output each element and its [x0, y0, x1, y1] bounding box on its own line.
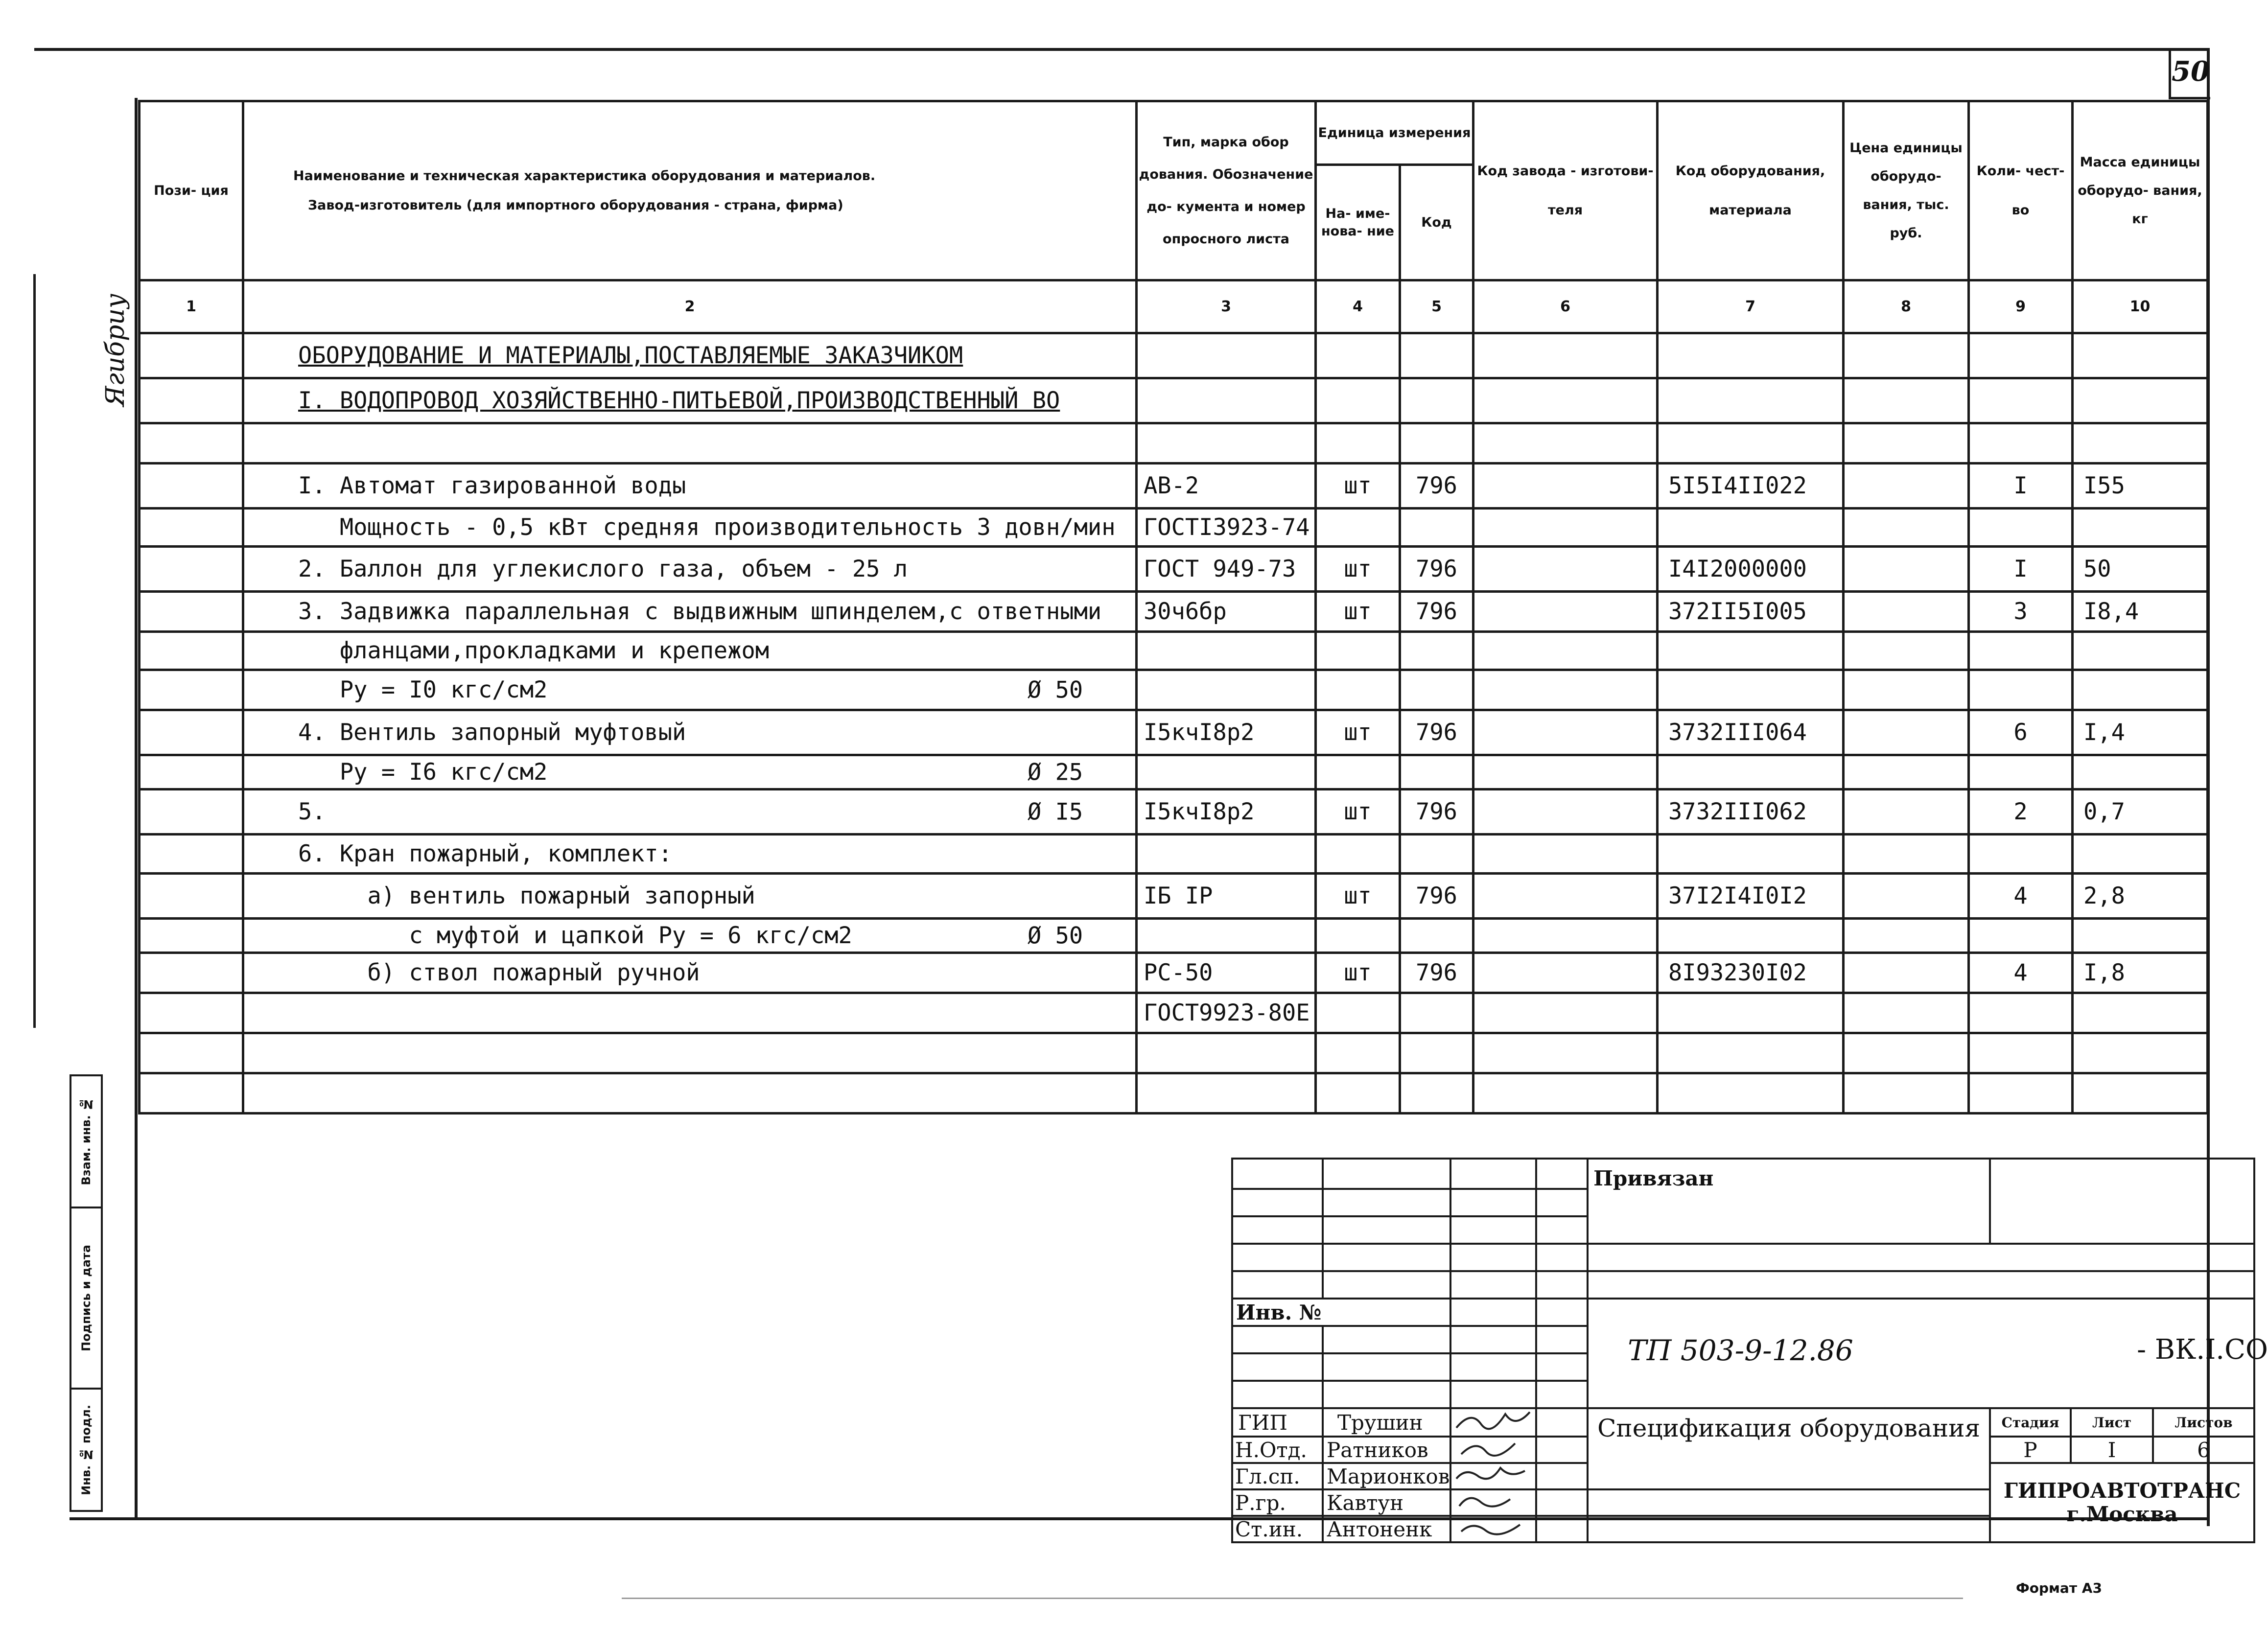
bottom-dash: [622, 1598, 1963, 1599]
equipment-code-cell: 372II5I005: [1658, 592, 1844, 632]
position-cell: [140, 632, 243, 670]
signer-name: Антоненк: [1323, 1516, 1450, 1542]
stage-value: Р: [1990, 1437, 2071, 1463]
equipment-code-cell: [1658, 835, 1844, 874]
document-title: Спецификация оборудования: [1588, 1408, 1990, 1489]
header-type: Тип, марка обор дования. Обозначение до- кумента и номер опросного листа: [1137, 101, 1316, 280]
signer-name: Кавтун: [1323, 1489, 1450, 1516]
equipment-code-cell: [1658, 423, 1844, 464]
type-cell: I5кчI8р2: [1137, 789, 1316, 835]
mass-cell: [2073, 509, 2208, 547]
col-number: 3: [1137, 280, 1316, 333]
spec-row: [140, 333, 2208, 378]
name-cell: [243, 993, 1137, 1033]
position-cell: [140, 1073, 243, 1114]
type-cell: [1137, 632, 1316, 670]
price-cell: [1844, 1073, 1969, 1114]
sheet-value: I: [2071, 1437, 2153, 1463]
quantity-cell: [1969, 378, 2073, 423]
name-cell: I. Автомат газированной воды: [243, 464, 1137, 509]
factory-code-cell: [1473, 993, 1658, 1033]
quantity-cell: [1969, 670, 2073, 710]
col-number: 10: [2073, 280, 2208, 333]
factory-code-cell: [1473, 464, 1658, 509]
unit-code-cell: [1400, 1073, 1473, 1114]
equipment-code-cell: [1658, 993, 1844, 1033]
signature-mark: [1450, 1408, 1536, 1437]
inv-no-label: Инв. №: [1232, 1299, 1450, 1326]
position-cell: [140, 874, 243, 919]
factory-code-cell: [1473, 378, 1658, 423]
signer-role: Гл.сп.: [1232, 1463, 1323, 1489]
doc-code: ТП 503-9-12.86: [1628, 1334, 1853, 1367]
factory-code-cell: [1473, 670, 1658, 710]
mass-cell: [2073, 333, 2208, 378]
type-cell: РС-50: [1137, 953, 1316, 993]
equipment-code-cell: 37I2I4I0I2: [1658, 874, 1844, 919]
position-cell: [140, 835, 243, 874]
type-cell: I5кчI8р2: [1137, 710, 1316, 755]
unit-cell: [1316, 919, 1400, 953]
name-cell: Мощность - 0,5 кВт средняя производительность 3 довн/мин: [243, 509, 1137, 547]
factory-code-cell: [1473, 509, 1658, 547]
equipment-code-cell: 5I5I4II022: [1658, 464, 1844, 509]
unit-code-cell: [1400, 835, 1473, 874]
name-cell: Ру = I6 кгс/см2 Ø 25: [243, 755, 1137, 789]
column-number-row: [140, 280, 2208, 333]
type-cell: АВ-2: [1137, 464, 1316, 509]
mass-cell: I,8: [2073, 953, 2208, 993]
quantity-cell: [1969, 509, 2073, 547]
position-cell: [140, 953, 243, 993]
spec-row: [140, 919, 2208, 953]
unit-code-cell: [1400, 755, 1473, 789]
mass-cell: [2073, 993, 2208, 1033]
spec-row: [140, 993, 2208, 1033]
type-cell: [1137, 670, 1316, 710]
position-cell: [140, 1033, 243, 1073]
factory-code-cell: [1473, 592, 1658, 632]
equipment-code-cell: [1658, 1033, 1844, 1073]
quantity-cell: 2: [1969, 789, 2073, 835]
price-cell: [1844, 874, 1969, 919]
name-cell: фланцами,прокладками и крепежом: [243, 632, 1137, 670]
position-cell: [140, 547, 243, 592]
header-equipment-code: Код оборудования, материала: [1658, 101, 1844, 280]
mass-cell: [2073, 1073, 2208, 1114]
quantity-cell: 4: [1969, 874, 2073, 919]
diameter-label: Ø 50: [1028, 922, 1083, 949]
mass-cell: 2,8: [2073, 874, 2208, 919]
equipment-code-cell: I4I2000000: [1658, 547, 1844, 592]
unit-cell: [1316, 378, 1400, 423]
signature-mark: [1450, 1437, 1536, 1463]
header-unit-name: На- име- нова- ние: [1316, 165, 1400, 280]
quantity-cell: 6: [1969, 710, 2073, 755]
quantity-cell: 3: [1969, 592, 2073, 632]
doc-suffix: - ВК.I.СО: [2137, 1334, 2268, 1366]
header-price: Цена единицы оборудо- вания, тыс. руб.: [1844, 101, 1969, 280]
factory-code-cell: [1473, 874, 1658, 919]
price-cell: [1844, 789, 1969, 835]
mass-cell: [2073, 378, 2208, 423]
side-signature: Ягибриу: [101, 294, 130, 407]
spec-table: [138, 100, 2209, 1114]
price-cell: [1844, 423, 1969, 464]
equipment-code-cell: [1658, 632, 1844, 670]
unit-cell: [1316, 632, 1400, 670]
quantity-cell: [1969, 993, 2073, 1033]
name-cell: б) ствол пожарный ручной: [243, 953, 1137, 993]
mass-cell: I55: [2073, 464, 2208, 509]
price-cell: [1844, 378, 1969, 423]
header-mass: Масса единицы оборудо- вания, кг: [2073, 101, 2208, 280]
name-cell: 2. Баллон для углекислого газа, объем - 25 л: [243, 547, 1137, 592]
unit-cell: [1316, 835, 1400, 874]
signer-role: ГИП: [1232, 1408, 1323, 1437]
header-name: Наименование и техническая характеристика оборудования и материалов. Завод-изготовитель (для импортного оборудования - страна, фирма): [243, 101, 1137, 280]
spec-row: [140, 835, 2208, 874]
unit-cell: шт: [1316, 953, 1400, 993]
side-labels: [70, 1074, 103, 1512]
price-cell: [1844, 710, 1969, 755]
type-cell: [1137, 1073, 1316, 1114]
name-cell: ОБОРУДОВАНИЕ И МАТЕРИАЛЫ,ПОСТАВЛЯЕМЫЕ ЗАКАЗЧИКОМ: [243, 333, 1137, 378]
name-cell: с муфтой и цапкой Ру = 6 кгс/см2 Ø 50: [243, 919, 1137, 953]
col-number: 1: [140, 280, 243, 333]
quantity-cell: [1969, 755, 2073, 789]
type-cell: [1137, 835, 1316, 874]
price-cell: [1844, 547, 1969, 592]
signer-name: Ратников: [1323, 1437, 1450, 1463]
col-number: 6: [1473, 280, 1658, 333]
factory-code-cell: [1473, 789, 1658, 835]
signature-mark: [1450, 1516, 1536, 1542]
sheets-value: 6: [2153, 1437, 2254, 1463]
quantity-cell: [1969, 333, 2073, 378]
mass-cell: [2073, 755, 2208, 789]
price-cell: [1844, 1033, 1969, 1073]
unit-cell: [1316, 1073, 1400, 1114]
unit-code-cell: [1400, 1033, 1473, 1073]
factory-code-cell: [1473, 710, 1658, 755]
unit-code-cell: 796: [1400, 592, 1473, 632]
mass-cell: 0,7: [2073, 789, 2208, 835]
equipment-code-cell: [1658, 378, 1844, 423]
mass-cell: 50: [2073, 547, 2208, 592]
name-cell: [243, 423, 1137, 464]
unit-code-cell: 796: [1400, 789, 1473, 835]
position-cell: [140, 670, 243, 710]
type-cell: ГОСТI3923-74: [1137, 509, 1316, 547]
unit-cell: [1316, 755, 1400, 789]
quantity-cell: [1969, 632, 2073, 670]
spec-row: [140, 710, 2208, 755]
spec-row: [140, 874, 2208, 919]
quantity-cell: I: [1969, 464, 2073, 509]
header-position: Пози- ция: [140, 101, 243, 280]
price-cell: [1844, 509, 1969, 547]
col-number: 8: [1844, 280, 1969, 333]
signer-role: Р.гр.: [1232, 1489, 1323, 1516]
unit-cell: шт: [1316, 710, 1400, 755]
sheets-label: Листов: [2153, 1408, 2254, 1437]
price-cell: [1844, 592, 1969, 632]
equipment-code-cell: 8I93230I02: [1658, 953, 1844, 993]
type-cell: 30ч6бр: [1137, 592, 1316, 632]
spec-row: [140, 953, 2208, 993]
position-cell: [140, 789, 243, 835]
position-cell: [140, 592, 243, 632]
header-unit-code: Код: [1400, 165, 1473, 280]
mass-cell: [2073, 670, 2208, 710]
spec-row: [140, 423, 2208, 464]
unit-code-cell: [1400, 632, 1473, 670]
spec-row: [140, 1073, 2208, 1114]
doc-code-cell: [1588, 1299, 2268, 1408]
factory-code-cell: [1473, 953, 1658, 993]
factory-code-cell: [1473, 547, 1658, 592]
unit-cell: шт: [1316, 547, 1400, 592]
signer-name: Трушин: [1323, 1408, 1450, 1437]
frame-top: [34, 48, 2208, 51]
signature-mark: [1450, 1463, 1536, 1489]
unit-cell: [1316, 993, 1400, 1033]
factory-code-cell: [1473, 333, 1658, 378]
frame-left: [135, 98, 138, 1520]
sheet-label: Лист: [2071, 1408, 2153, 1437]
unit-cell: [1316, 1033, 1400, 1073]
price-cell: [1844, 919, 1969, 953]
price-cell: [1844, 670, 1969, 710]
unit-code-cell: 796: [1400, 710, 1473, 755]
col-number: 5: [1400, 280, 1473, 333]
col-number: 2: [243, 280, 1137, 333]
type-cell: [1137, 378, 1316, 423]
mass-cell: [2073, 632, 2208, 670]
name-cell: 6. Кран пожарный, комплект:: [243, 835, 1137, 874]
price-cell: [1844, 993, 1969, 1033]
type-cell: ГОСТ 949-73: [1137, 547, 1316, 592]
unit-cell: шт: [1316, 789, 1400, 835]
unit-cell: шт: [1316, 592, 1400, 632]
name-cell: 5. Ø I5: [243, 789, 1137, 835]
spec-row: [140, 592, 2208, 632]
quantity-cell: [1969, 919, 2073, 953]
unit-code-cell: 796: [1400, 464, 1473, 509]
side-label: Подпись и дата: [79, 1245, 93, 1351]
equipment-code-cell: 3732III064: [1658, 710, 1844, 755]
name-cell: 3. Задвижка параллельная с выдвижным шпинделем,с ответными: [243, 592, 1137, 632]
position-cell: [140, 919, 243, 953]
factory-code-cell: [1473, 919, 1658, 953]
factory-code-cell: [1473, 1073, 1658, 1114]
signer-name: Марионков: [1323, 1463, 1450, 1489]
position-cell: [140, 755, 243, 789]
signer-role: Н.Отд.: [1232, 1437, 1323, 1463]
sheet-number-box: [2169, 48, 2210, 99]
spec-row: [140, 378, 2208, 423]
spec-row: [140, 547, 2208, 592]
unit-cell: шт: [1316, 464, 1400, 509]
quantity-cell: [1969, 1033, 2073, 1073]
unit-cell: [1316, 333, 1400, 378]
unit-code-cell: [1400, 378, 1473, 423]
header-unit-group: Единица измерения: [1316, 101, 1473, 165]
mass-cell: [2073, 919, 2208, 953]
spec-row: [140, 1033, 2208, 1073]
factory-code-cell: [1473, 1033, 1658, 1073]
mass-cell: I,4: [2073, 710, 2208, 755]
name-cell: 4. Вентиль запорный муфтовый: [243, 710, 1137, 755]
quantity-cell: [1969, 1073, 2073, 1114]
price-cell: [1844, 464, 1969, 509]
header-quantity: Коли- чест- во: [1969, 101, 2073, 280]
type-cell: [1137, 755, 1316, 789]
spec-row: [140, 670, 2208, 710]
spec-row: [140, 632, 2208, 670]
organization: ГИПРОАВТОТРАНС г.Москва: [1990, 1463, 2254, 1542]
quantity-cell: [1969, 423, 2073, 464]
position-cell: [140, 993, 243, 1033]
unit-code-cell: 796: [1400, 874, 1473, 919]
unit-code-cell: 796: [1400, 547, 1473, 592]
sheet-number: 50: [2172, 55, 2210, 88]
spec-row: [140, 755, 2208, 789]
price-cell: [1844, 835, 1969, 874]
type-cell: IБ IР: [1137, 874, 1316, 919]
col-number: 9: [1969, 280, 2073, 333]
spec-row: [140, 509, 2208, 547]
name-cell: а) вентиль пожарный запорный: [243, 874, 1137, 919]
price-cell: [1844, 632, 1969, 670]
unit-cell: [1316, 423, 1400, 464]
name-cell: [243, 1073, 1137, 1114]
mass-cell: [2073, 835, 2208, 874]
equipment-code-cell: [1658, 333, 1844, 378]
quantity-cell: [1969, 835, 2073, 874]
type-cell: [1137, 919, 1316, 953]
header-factory-code: Код завода - изготови- теля: [1473, 101, 1658, 280]
privyazan-label: Привязан: [1588, 1159, 1990, 1244]
diameter-label: Ø I5: [1028, 798, 1083, 825]
unit-cell: [1316, 670, 1400, 710]
format-label: Формат А3: [2016, 1580, 2102, 1596]
col-number: 7: [1658, 280, 1844, 333]
mass-cell: [2073, 1033, 2208, 1073]
position-cell: [140, 710, 243, 755]
stage-label: Стадия: [1990, 1408, 2071, 1437]
unit-code-cell: [1400, 919, 1473, 953]
quantity-cell: 4: [1969, 953, 2073, 993]
unit-code-cell: [1400, 670, 1473, 710]
name-cell: I. ВОДОПРОВОД ХОЗЯЙСТВЕННО-ПИТЬЕВОЙ,ПРОИЗВОДСТВЕННЫЙ ВО: [243, 378, 1137, 423]
unit-code-cell: [1400, 993, 1473, 1033]
side-label: Взам. инв. №: [79, 1097, 93, 1185]
equipment-code-cell: [1658, 509, 1844, 547]
spec-body: [140, 333, 2208, 1114]
position-cell: [140, 509, 243, 547]
type-cell: [1137, 333, 1316, 378]
unit-code-cell: [1400, 509, 1473, 547]
signer-role: Ст.ин.: [1232, 1516, 1323, 1542]
equipment-code-cell: [1658, 755, 1844, 789]
position-cell: [140, 423, 243, 464]
diameter-label: Ø 50: [1028, 676, 1083, 703]
factory-code-cell: [1473, 755, 1658, 789]
factory-code-cell: [1473, 632, 1658, 670]
left-margin-line: [33, 274, 36, 1028]
name-cell: [243, 1033, 1137, 1073]
signature-mark: [1450, 1489, 1536, 1516]
equipment-code-cell: 3732III062: [1658, 789, 1844, 835]
equipment-code-cell: [1658, 670, 1844, 710]
type-cell: ГОСТ9923-80Е: [1137, 993, 1316, 1033]
unit-code-cell: [1400, 423, 1473, 464]
spec-row: [140, 789, 2208, 835]
title-block: [1231, 1158, 2268, 1543]
unit-code-cell: [1400, 333, 1473, 378]
equipment-code-cell: [1658, 1073, 1844, 1114]
diameter-label: Ø 25: [1028, 759, 1083, 786]
position-cell: [140, 333, 243, 378]
spec-row: [140, 464, 2208, 509]
unit-cell: [1316, 509, 1400, 547]
factory-code-cell: [1473, 423, 1658, 464]
type-cell: [1137, 1033, 1316, 1073]
position-cell: [140, 378, 243, 423]
unit-code-cell: 796: [1400, 953, 1473, 993]
col-number: 4: [1316, 280, 1400, 333]
equipment-code-cell: [1658, 919, 1844, 953]
factory-code-cell: [1473, 835, 1658, 874]
name-cell: Ру = I0 кгс/см2 Ø 50: [243, 670, 1137, 710]
unit-cell: шт: [1316, 874, 1400, 919]
mass-cell: I8,4: [2073, 592, 2208, 632]
quantity-cell: I: [1969, 547, 2073, 592]
price-cell: [1844, 755, 1969, 789]
type-cell: [1137, 423, 1316, 464]
price-cell: [1844, 333, 1969, 378]
price-cell: [1844, 953, 1969, 993]
mass-cell: [2073, 423, 2208, 464]
position-cell: [140, 464, 243, 509]
side-label: Инв. № подл.: [79, 1404, 93, 1495]
